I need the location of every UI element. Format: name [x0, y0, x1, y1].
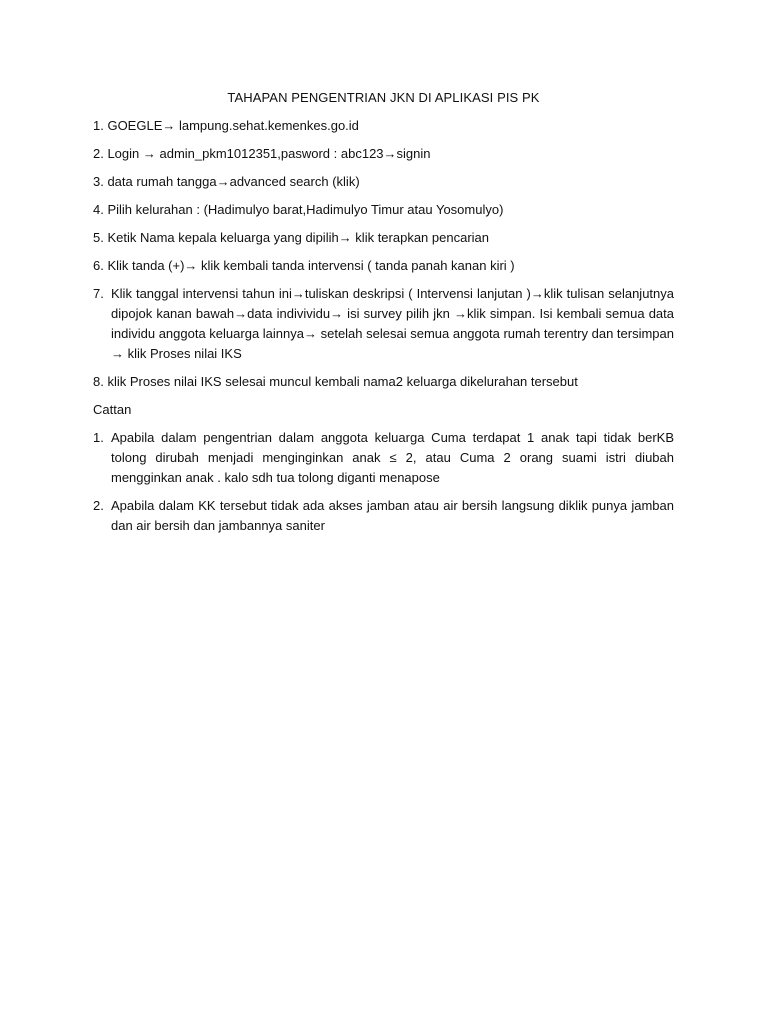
step-8: 8. klik Proses nilai IKS selesai muncul kembali nama2 keluarga dikelurahan tersebut	[93, 374, 578, 389]
step-7	[93, 284, 674, 364]
note-2-number: 2.	[93, 498, 104, 513]
notes-heading: Cattan	[93, 402, 132, 417]
note-1-number: 1.	[93, 430, 104, 445]
note-1-text: Apabila dalam pengentrian dalam anggota keluarga Cuma terdapat 1 anak tapi tidak berKB tolong dirubah menjadi menginginkan anak ≤ 2, atau Cuma 2 orang suami istri diubah mengginkan anak . kalo sdh tua tolong diganti menapose	[111, 430, 674, 485]
note-2-text: Apabila dalam KK tersebut tidak ada akses jamban atau air bersih langsung diklik punya jamban dan air bersih dan jambannya saniter	[111, 498, 674, 533]
step-7-number: 7.	[93, 286, 104, 301]
step-7-text: Klik tanggal intervensi tahun ini→tuliskan deskripsi ( Intervensi lanjutan )→klik tulisan selanjutnya dipojok kanan bawah→data indivividu→ isi survey pilih jkn →klik simpan. Isi kembali semua data individu anggota keluarga lainnya→ setelah selesai semua anggota rumah terentry dan tersimpan → klik Proses nilai IKS	[111, 286, 674, 361]
step-3: 3. data rumah tangga→advanced search (klik)	[93, 174, 360, 189]
step-1: 1. GOEGLE→ lampung.sehat.kemenkes.go.id	[93, 118, 359, 133]
step-5: 5. Ketik Nama kepala keluarga yang dipilih→ klik terapkan pencarian	[93, 230, 489, 245]
note-2	[93, 496, 674, 536]
document-title: TAHAPAN PENGENTRIAN JKN DI APLIKASI PIS PK	[227, 90, 540, 105]
step-4: 4. Pilih kelurahan : (Hadimulyo barat,Hadimulyo Timur atau Yosomulyo)	[93, 202, 504, 217]
note-1	[93, 428, 674, 488]
document-content	[93, 88, 674, 544]
step-2: 2. Login → admin_pkm1012351,pasword : abc123→signin	[93, 146, 431, 161]
step-6: 6. Klik tanda (+)→ klik kembali tanda intervensi ( tanda panah kanan kiri )	[93, 258, 515, 273]
